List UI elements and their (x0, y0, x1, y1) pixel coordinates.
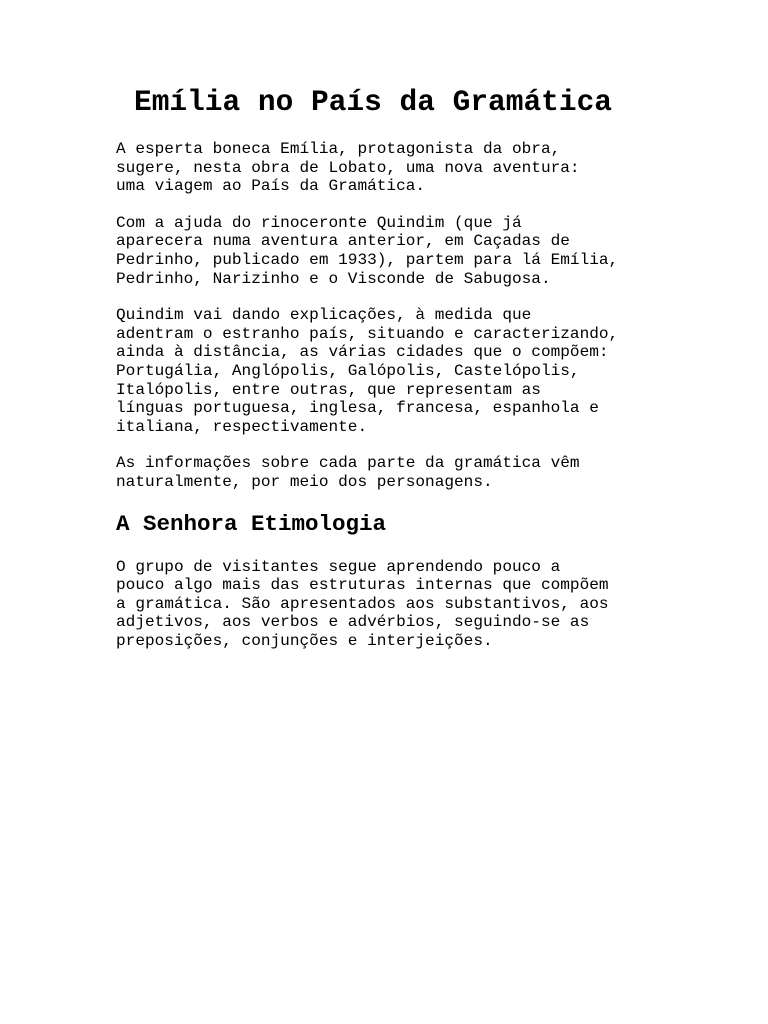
etimologia-paragraph: O grupo de visitantes segue aprendendo pouco a pouco algo mais das estruturas internas que compõem a gramática. São apresentados aos substantivos, aos adjetivos, aos verbos e advérbios, seguindo-se as preposições, conjunções e interjeições. (116, 557, 609, 650)
document-content (116, 84, 676, 668)
quindim-paragraph: Com a ajuda do rinoceronte Quindim (que já aparecera numa aventura anterior, em Caçadas de Pedrinho, publicado em 1933), partem para lá Emília, Pedrinho, Narizinho e o Visconde de Sabugosa. (116, 213, 619, 288)
section-heading: A Senhora Etimologia (116, 510, 387, 537)
intro-paragraph: A esperta boneca Emília, protagonista da obra, sugere, nesta obra de Lobato, uma nova aventura: uma viagem ao País da Gramática. (116, 140, 580, 196)
grammar-info-paragraph: As informações sobre cada parte da gramática vêm naturalmente, por meio dos personagens. (116, 454, 580, 491)
cities-paragraph: Quindim vai dando explicações, à medida que adentram o estranho país, situando e caracterizando, ainda à distância, as várias cidades que o compõem: Portugália, Anglópolis, Galópolis, Castelópolis, Italópolis, entre outras, que representam as línguas portuguesa, inglesa, francesa, espanhola e italiana, respectivamente. (116, 306, 619, 436)
document-title: Emília no País da Gramática (134, 85, 612, 119)
